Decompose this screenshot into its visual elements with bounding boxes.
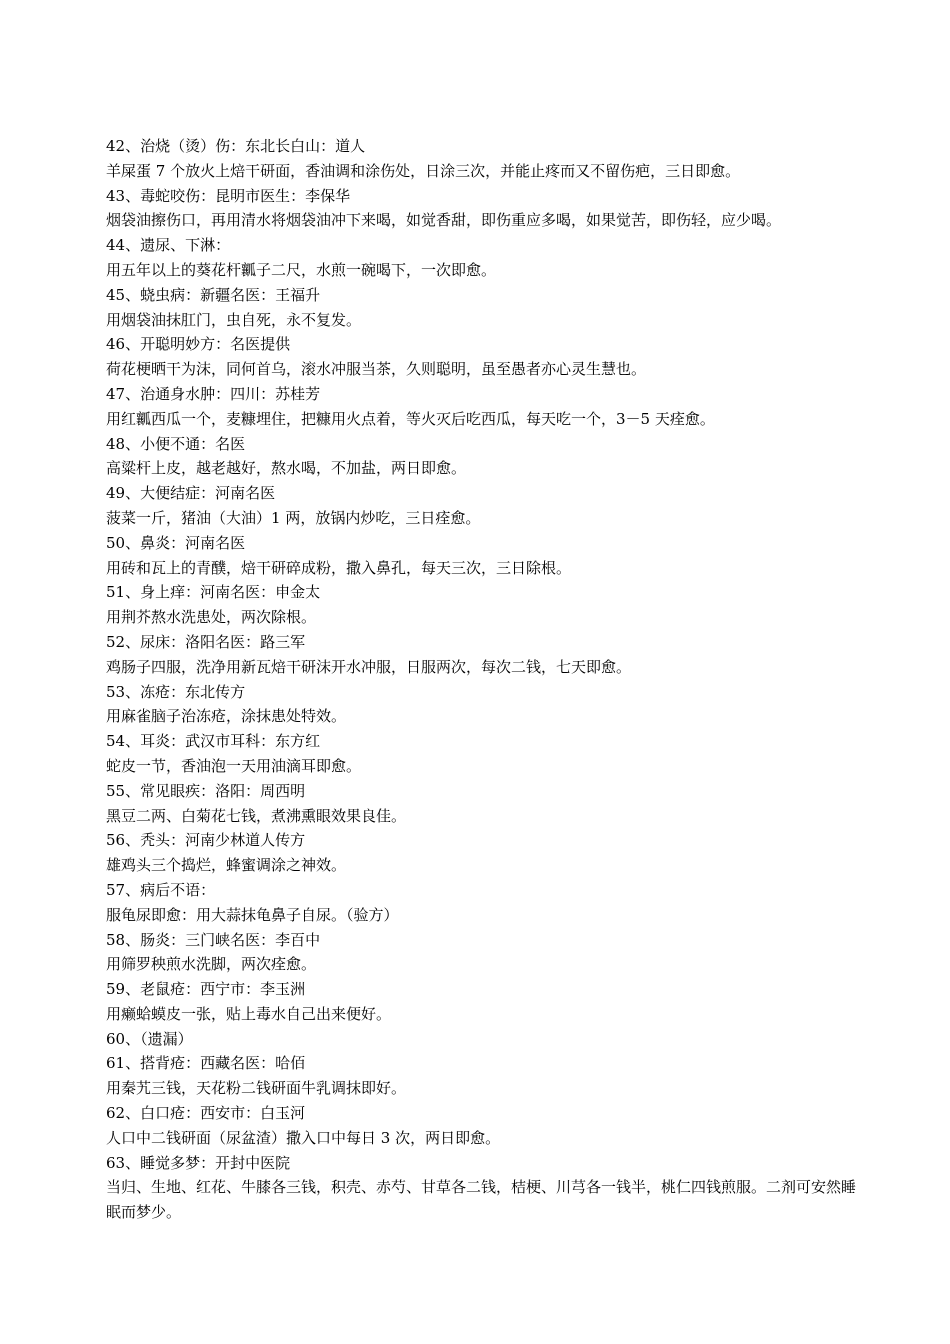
entry-heading: 48、小便不通：名医 — [106, 434, 246, 453]
entry-heading: 51、身上痒：河南名医：申金太 — [106, 583, 321, 602]
entry-text: 用麻雀脑子治冻疮，涂抹患处特效。 — [106, 707, 347, 726]
entry-text: 鸡肠子四服，洗净用新瓦焙干研沫开水冲服，日服两次，每次二钱，七天即愈。 — [106, 657, 632, 676]
entry-heading: 61、搭背疮：西藏名医：哈佰 — [106, 1054, 306, 1073]
entry-text: 用砖和瓦上的青醭，焙干研碎成粉，撒入鼻孔，每天三次，三日除根。 — [106, 558, 572, 577]
entry-heading: 63、睡觉多梦：开封中医院 — [106, 1153, 291, 1172]
entry-heading: 53、冻疮：东北传方 — [106, 682, 246, 701]
entry-heading: 54、耳炎：武汉市耳科：东方红 — [106, 732, 321, 751]
entry-heading: 47、治通身水肿：四川：苏桂芳 — [106, 384, 321, 403]
entry-text: 人口中二钱研面（尿盆渣）撒入口中每日 3 次，两日即愈。 — [106, 1128, 501, 1147]
entry-text: 荷花梗晒干为沫，同何首乌，滚水冲服当茶，久则聪明，虽至愚者亦心灵生慧也。 — [106, 360, 647, 379]
entry-heading: 62、白口疮：西安市：白玉河 — [106, 1104, 306, 1123]
entry-text: 用烟袋油抹肛门，虫自死，永不复发。 — [106, 310, 362, 329]
entry-heading: 56、秃头：河南少林道人传方 — [106, 831, 306, 850]
entry-heading: 52、尿床：洛阳名医：路三军 — [106, 632, 306, 651]
entry-heading: 45、蛲虫病：新疆名医：王福升 — [106, 285, 321, 304]
entry-text: 蛇皮一节，香油泡一天用油滴耳即愈。 — [106, 756, 362, 775]
entry-text: 用秦艽三钱，天花粉二钱研面牛乳调抹即好。 — [106, 1079, 407, 1098]
document-body — [106, 134, 856, 1225]
entry-heading: 43、毒蛇咬伤：昆明市医生：李保华 — [106, 186, 351, 205]
entry-heading: 46、开聪明妙方：名医提供 — [106, 335, 291, 354]
entry-heading: 49、大便结症：河南名医 — [106, 484, 276, 503]
entry-heading: 58、肠炎：三门峡名医：李百中 — [106, 930, 321, 949]
entry-heading: 50、鼻炎：河南名医 — [106, 533, 246, 552]
entry-text: 用荆芥熬水洗患处，两次除根。 — [106, 608, 317, 627]
entry-heading: 55、常见眼疾：洛阳：周西明 — [106, 781, 306, 800]
entry-text: 用筛罗秧煎水洗脚，两次痊愈。 — [106, 955, 317, 974]
entry-heading: 42、治烧（烫）伤：东北长白山：道人 — [106, 137, 366, 155]
entry-text: 用五年以上的葵花杆瓤子二尺，水煎一碗喝下，一次即愈。 — [106, 260, 497, 279]
entry-heading: 44、遗尿、下淋： — [106, 236, 231, 255]
entry-text: 羊屎蛋 7 个放火上焙干研面，香油调和涂伤处，日涂三次，并能止疼而又不留伤疤，三日即愈。 — [106, 161, 741, 180]
entry-heading: 60、（遗漏） — [106, 1029, 193, 1048]
entry-text: 菠菜一斤，猪油（大油）1 两，放锅内炒吃，三日痊愈。 — [106, 508, 481, 527]
entry-text: 用红瓤西瓜一个，麦糠埋住，把糠用火点着，等火灭后吃西瓜，每天吃一个，3－5 天痊愈。 — [106, 409, 715, 428]
entry-text: 烟袋油擦伤口，再用清水将烟袋油冲下来喝，如觉香甜，即伤重应多喝，如果觉苦，即伤轻，应少喝。 — [106, 211, 782, 230]
entry-text: 高粱杆上皮，越老越好，熬水喝，不加盐，两日即愈。 — [106, 459, 467, 478]
entry-text: 服龟尿即愈：用大蒜抹龟鼻子自尿。（验方） — [106, 905, 399, 924]
entry-heading: 59、老鼠疮：西宁市：李玉洲 — [106, 980, 306, 999]
entry-text: 雄鸡头三个捣烂，蜂蜜调涂之神效。 — [106, 856, 347, 875]
entry-text: 用癞蛤蟆皮一张，贴上毒水自己出来便好。 — [106, 1004, 392, 1023]
entry-text: 黑豆二两、白菊花七钱，煮沸熏眼效果良佳。 — [106, 806, 407, 825]
entry-text-final: 当归、生地、红花、牛膝各三钱，积壳、赤芍、甘草各二钱，桔梗、川芎各一钱半，桃仁四钱煎服。二剂可安然睡眠而梦少。 — [106, 1178, 857, 1222]
entry-heading: 57、病后不语： — [106, 880, 216, 899]
